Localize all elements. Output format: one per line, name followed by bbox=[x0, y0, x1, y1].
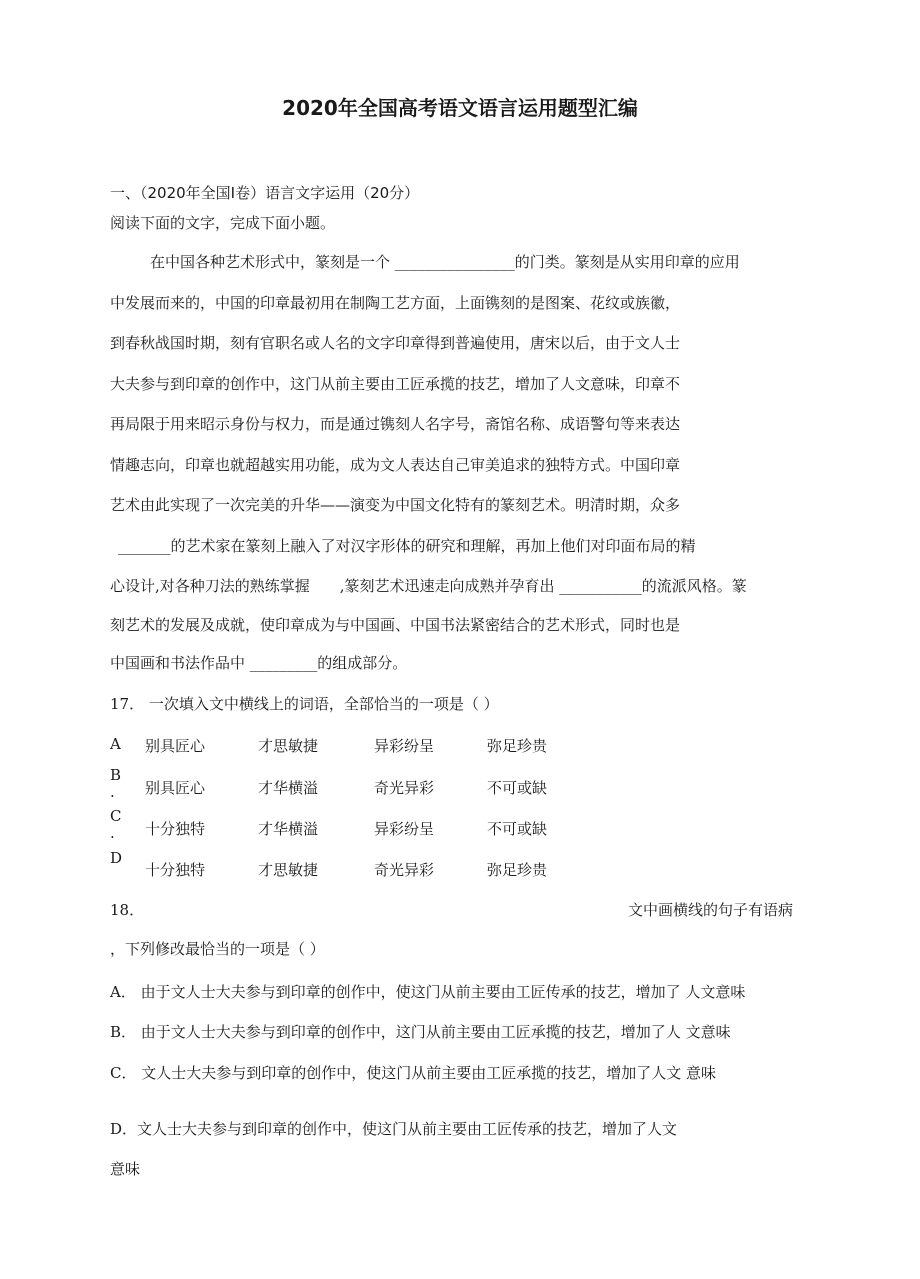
option-word: 弥足珍贵 bbox=[487, 737, 548, 755]
passage-line: 中国画和书法作品中 _________的组成部分。 bbox=[110, 654, 408, 672]
passage-line: 大夫参与到印章的创作中，这门从前主要由工匠承揽的技艺，增加了人文意味，印章不 bbox=[110, 375, 681, 393]
question-18-number: 18． bbox=[110, 901, 145, 919]
option-word: 弥足珍贵 bbox=[487, 861, 548, 879]
q18-option: B． 由于文人士大夫参与到印章的创作中，这门从前主要由工匠承揽的技艺，增加了人 文意味 bbox=[110, 1023, 731, 1041]
q18-option-continuation: 意味 bbox=[110, 1160, 141, 1178]
option-label: B . bbox=[110, 766, 122, 801]
option-word: 才思敏捷 bbox=[258, 861, 319, 879]
passage-line: 情趣志向，印章也就超越实用功能，成为文人表达自己审美追求的独特方式。中国印章 bbox=[110, 456, 681, 474]
option-word: 奇光异彩 bbox=[374, 779, 435, 797]
option-word: 异彩纷呈 bbox=[374, 737, 435, 755]
q18-option: D．文人士大夫参与到印章的创作中，使这门从前主要由工匠传承的技艺，增加了人文 bbox=[110, 1120, 678, 1138]
passage-line: _______的艺术家在篆刻上融入了对汉字形体的研究和理解，再加上他们对印面布局的精 bbox=[118, 537, 696, 555]
passage-line: 再局限于用来昭示身份与权力，而是通过镌刻人名字号，斋馆名称、成语警句等来表达 bbox=[110, 415, 681, 433]
option-word: 别具匠心 bbox=[145, 779, 206, 797]
q18-option: A． 由于文人士大夫参与到印章的创作中，使这门从前主要由工匠传承的技艺，增加了 人文意味 bbox=[110, 983, 746, 1001]
passage-line: 到春秋战国时期，刻有官职名或人名的文字印章得到普遍使用，唐宋以后，由于文人士 bbox=[110, 334, 681, 352]
option-word: 十分独特 bbox=[145, 820, 206, 838]
question-18-stem: ，下列修改最恰当的一项是（ ） bbox=[110, 940, 325, 958]
option-word: 奇光异彩 bbox=[374, 861, 435, 879]
option-word: 才华横溢 bbox=[258, 779, 319, 797]
option-label: D bbox=[110, 849, 123, 867]
passage-line: 心设计,对各种刀法的熟练掌握 ,篆刻艺术迅速走向成熟并孕育出 ___________的流派风格。篆 bbox=[110, 577, 747, 595]
option-word: 才思敏捷 bbox=[258, 737, 319, 755]
option-label: C . bbox=[110, 807, 122, 842]
instruction: 阅读下面的文字，完成下面小题。 bbox=[110, 214, 336, 232]
option-word: 别具匠心 bbox=[145, 737, 206, 755]
option-word: 异彩纷呈 bbox=[374, 820, 435, 838]
option-label: A bbox=[110, 735, 121, 753]
page-title: 2020年全国高考语文语言运用题型汇编 bbox=[282, 96, 638, 120]
question-17-stem: 17． 一次填入文中横线上的词语，全部恰当的一项是（ ） bbox=[110, 695, 499, 713]
option-word: 不可或缺 bbox=[487, 820, 548, 838]
question-18-stem: 文中画横线的句子有语病 bbox=[628, 901, 794, 919]
q18-option: C． 文人士大夫参与到印章的创作中，使这门从前主要由工匠承揽的技艺，增加了人文 意味 bbox=[110, 1064, 717, 1082]
passage-line: 在中国各种艺术形式中，篆刻是一个 ________________的门类。篆刻是从实用印章的应用 bbox=[150, 253, 740, 271]
option-word: 十分独特 bbox=[145, 861, 206, 879]
section-heading: 一、（2020年全国Ⅰ卷）语言文字运用（20分） bbox=[110, 184, 420, 202]
passage-line: 中发展而来的，中国的印章最初用在制陶工艺方面，上面镌刻的是图案、花纹或族徽， bbox=[110, 294, 681, 312]
passage-line: 刻艺术的发展及成就，使印章成为与中国画、中国书法紧密结合的艺术形式，同时也是 bbox=[110, 616, 681, 634]
passage-line: 艺术由此实现了一次完美的升华——演变为中国文化特有的篆刻艺术。明清时期，众多 bbox=[110, 496, 681, 514]
option-word: 才华横溢 bbox=[258, 820, 319, 838]
option-word: 不可或缺 bbox=[487, 779, 548, 797]
